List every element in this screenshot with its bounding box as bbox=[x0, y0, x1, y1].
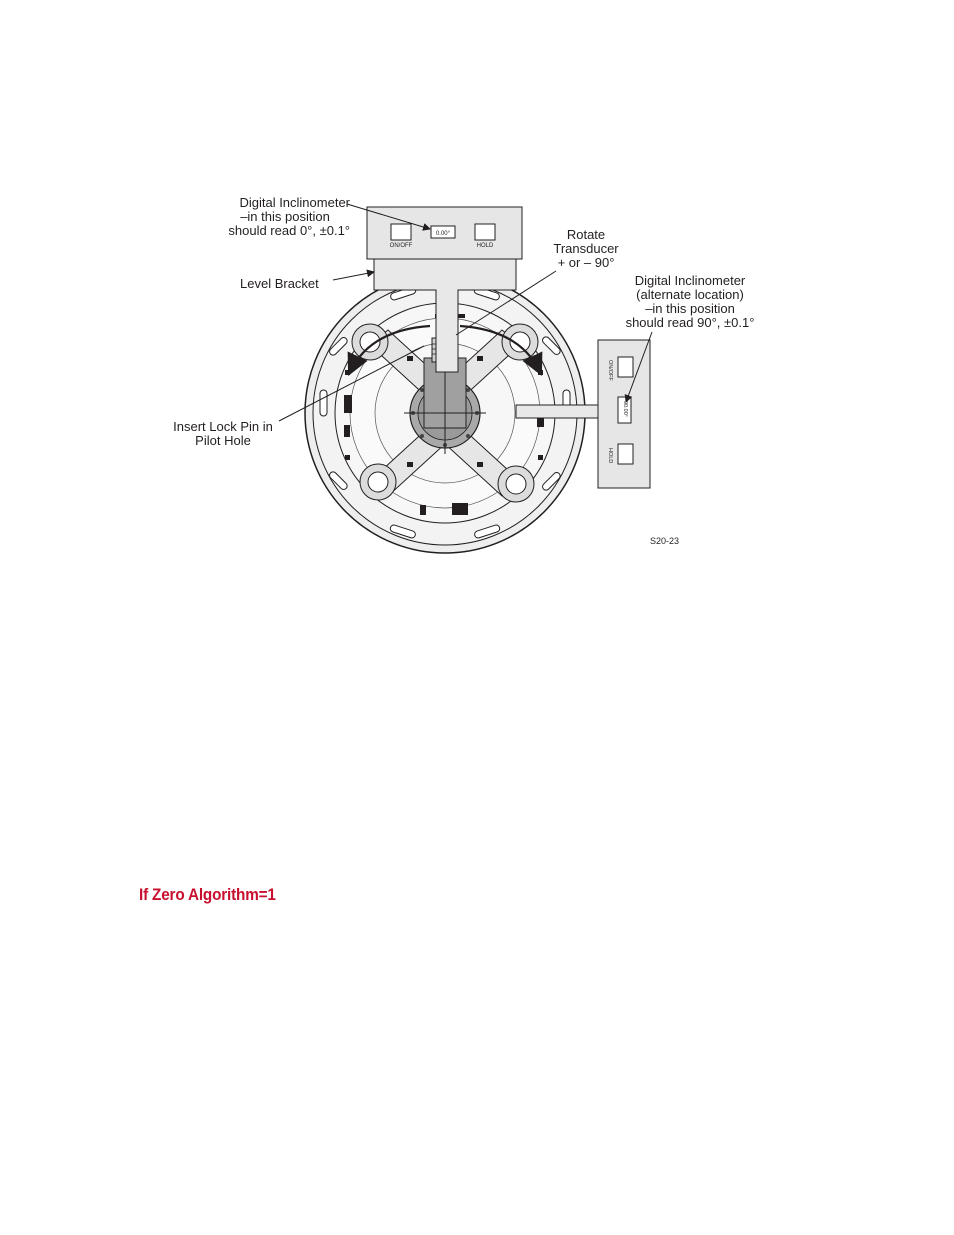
callout-line: Rotate bbox=[566, 227, 606, 242]
callout-line: Digital Inclinometer bbox=[239, 195, 350, 210]
onoff-label-top: ON/OFF bbox=[389, 243, 413, 249]
onoff-label-side: ON/OFF bbox=[607, 360, 613, 381]
section-heading: If Zero Algorithm=1 bbox=[139, 885, 276, 904]
callout-level-bracket bbox=[240, 277, 319, 291]
callout-line: –in this position bbox=[240, 209, 330, 224]
callout-line: –in this position bbox=[645, 301, 735, 316]
hold-label-side: HOLD bbox=[607, 448, 613, 464]
callout-line: Level Bracket bbox=[240, 276, 319, 291]
callout-lock-pin bbox=[160, 420, 286, 448]
callout-line: (alternate location) bbox=[636, 287, 744, 302]
callout-line: Pilot Hole bbox=[195, 433, 251, 448]
display-side: 90.00° bbox=[622, 401, 628, 417]
callout-line: Digital Inclinometer bbox=[634, 273, 746, 288]
callout-line: Transducer bbox=[553, 241, 619, 256]
callout-line: should read 0°, ±0.1° bbox=[228, 223, 350, 238]
callout-line: Insert Lock Pin in bbox=[173, 419, 273, 434]
callout-inclinometer-alt bbox=[614, 274, 766, 330]
hold-label-top: HOLD bbox=[476, 243, 494, 249]
figure-id: S20-23 bbox=[650, 536, 680, 546]
callout-line: should read 90°, ±0.1° bbox=[625, 315, 755, 330]
callout-line: + or – 90° bbox=[557, 255, 615, 270]
callout-inclinometer-top bbox=[210, 196, 350, 238]
digital-inclinometer-top bbox=[367, 207, 522, 259]
callout-rotate bbox=[540, 228, 632, 270]
display-top: 0.00° bbox=[435, 231, 451, 237]
